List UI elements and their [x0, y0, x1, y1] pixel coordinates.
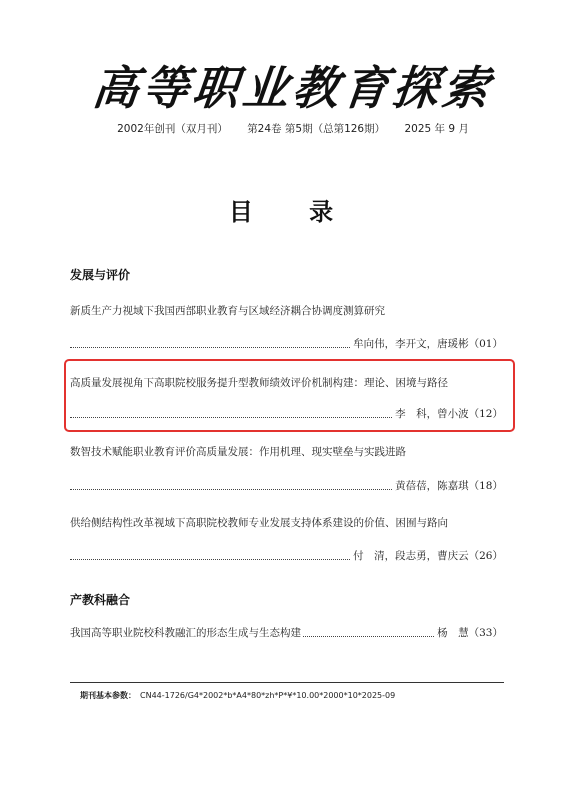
article-author-line [70, 479, 503, 493]
leader-dots [70, 558, 350, 560]
article-authors: 杨 慧（33） [437, 627, 503, 639]
article-author-line [70, 337, 503, 351]
leader-dots [70, 488, 392, 490]
toc-title: 目 录 [228, 198, 358, 226]
leader-dots [303, 635, 434, 637]
article-title[interactable]: 数智技术赋能职业教育评价高质量发展：作用机理、现实壁垒与实践进路 [70, 446, 406, 458]
article-author-line [70, 549, 503, 563]
section-heading: 发展与评价 [70, 268, 131, 282]
issue-founded: 2002年创刊（双月刊） [117, 123, 228, 135]
article-line[interactable] [70, 626, 503, 640]
issue-date: 2025 年 9 月 [404, 123, 469, 135]
leader-dots [70, 416, 392, 418]
parameters-label: 期刊基本参数： [80, 691, 136, 700]
journal-parameters [80, 690, 395, 701]
article-authors: 黄蓓蓓，陈嘉琪（18） [395, 480, 503, 492]
article-authors: 李 科，曾小波（12） [395, 408, 503, 420]
parameters-value: CN44-1726/G4*2002*b*A4*80*zh*P*¥*10.00*2000*10*2025-09 [140, 691, 396, 700]
article-authors: 付 清，段志勇，曹庆云（26） [353, 550, 503, 562]
leader-dots [70, 346, 350, 348]
highlight-box [64, 359, 515, 432]
article-author-line [70, 407, 503, 421]
journal-masthead: 高等职业教育探索 [89, 61, 496, 115]
article-title[interactable]: 供给侧结构性改革视域下高职院校教师专业发展支持体系建设的价值、困囿与路向 [70, 517, 448, 529]
issue-info [0, 121, 586, 136]
footer-divider [70, 682, 504, 683]
section-heading: 产教科融合 [70, 593, 131, 607]
article-authors: 牟向伟，李开文，唐瑗彬（01） [353, 338, 503, 350]
article-title[interactable]: 新质生产力视域下我国西部职业教育与区域经济耦合协调度测算研究 [70, 305, 385, 317]
issue-volume: 第24卷 第5期（总第126期） [247, 123, 386, 135]
article-title[interactable]: 高质量发展视角下高职院校服务提升型教师绩效评价机制构建：理论、困境与路径 [70, 377, 448, 389]
article-title[interactable]: 我国高等职业院校科教融汇的形态生成与生态构建 [70, 627, 301, 639]
